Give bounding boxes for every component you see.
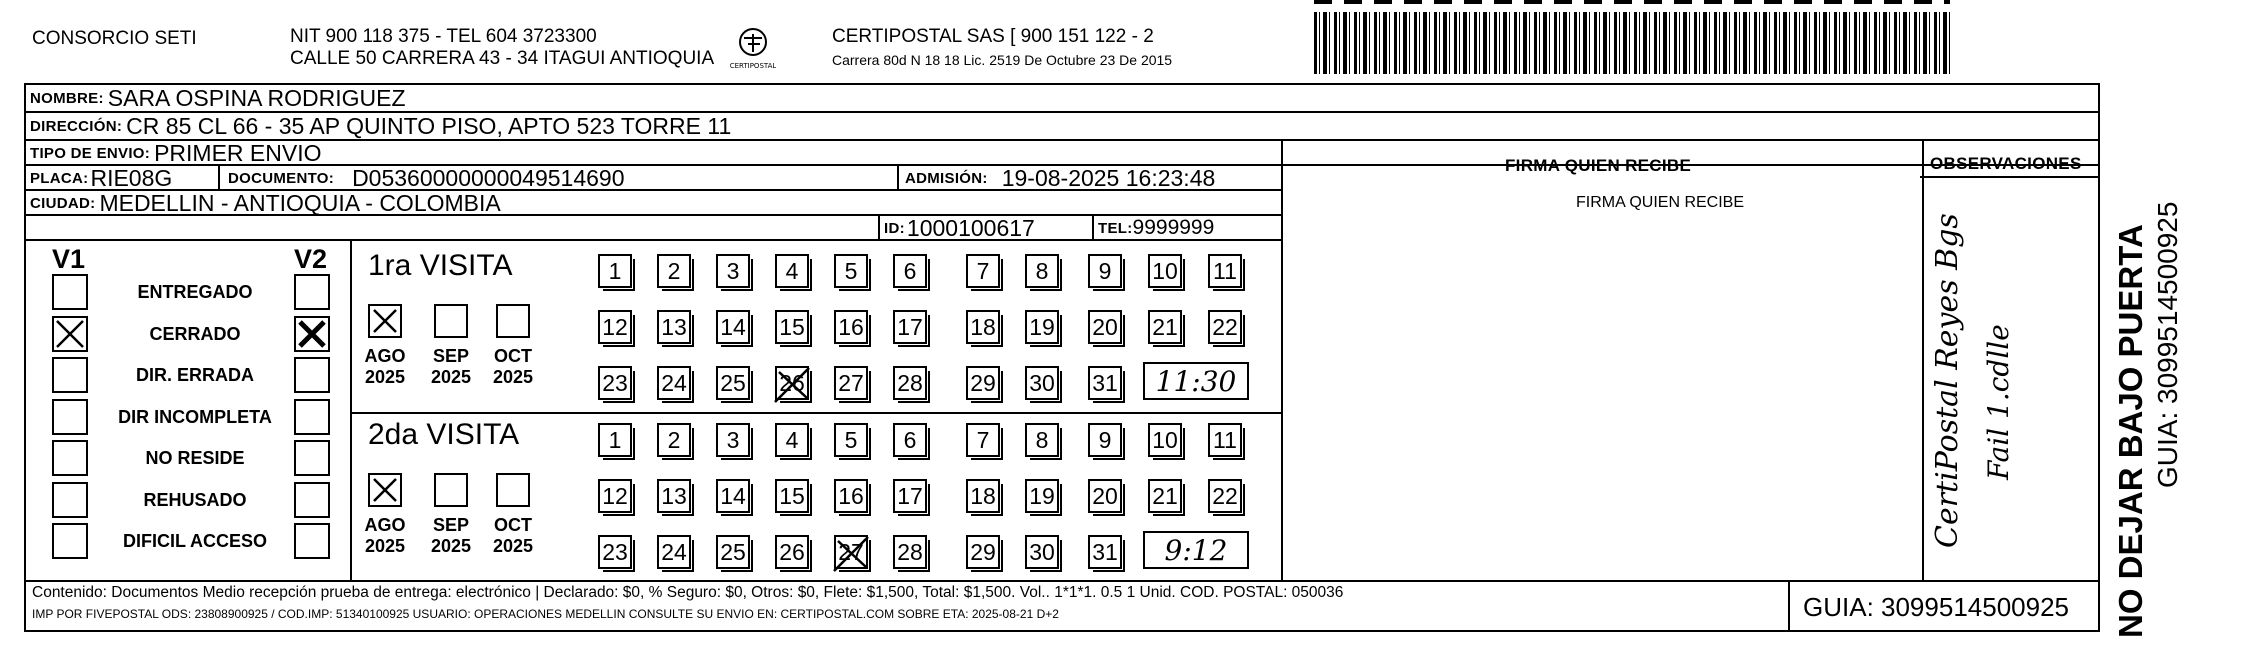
day-number: 5 [844, 426, 858, 453]
day-number: 30 [1029, 538, 1055, 565]
day-number: 10 [1152, 257, 1178, 284]
day-number: 3 [726, 426, 740, 453]
day-box[interactable] [1148, 310, 1182, 344]
visit-title: 2da VISITA [368, 418, 520, 451]
day-box[interactable] [598, 254, 632, 288]
day-box[interactable] [657, 254, 691, 288]
day-box[interactable] [1025, 479, 1059, 513]
day-box[interactable] [1088, 479, 1122, 513]
status-option-label: REHUSADO [143, 489, 247, 510]
id-label: ID: [884, 219, 905, 237]
day-box[interactable] [966, 479, 1000, 513]
day-box[interactable] [893, 535, 927, 569]
day-number: 5 [844, 257, 858, 284]
day-box[interactable] [657, 535, 691, 569]
day-box[interactable] [1208, 254, 1242, 288]
day-number: 15 [779, 482, 805, 509]
observaciones-handwriting-1: CertiPostal Reyes Bgs [1930, 213, 1965, 548]
documento-value: D05360000000049514690 [352, 164, 625, 191]
day-number: 2 [667, 426, 681, 453]
day-box[interactable] [1148, 254, 1182, 288]
month-label [426, 515, 476, 557]
day-check-mark [773, 364, 813, 404]
day-number: 15 [779, 313, 805, 340]
month-name: SEP [432, 515, 470, 535]
month-name: AGO [364, 515, 406, 535]
month-checkbox[interactable] [496, 304, 530, 338]
month-year: 2025 [364, 536, 406, 556]
day-number: 18 [970, 313, 996, 340]
day-box[interactable] [966, 423, 1000, 457]
placa-value: RIE08G [90, 164, 173, 191]
month-label [360, 515, 410, 557]
month-year: 2025 [430, 536, 472, 556]
day-number: 9 [1098, 426, 1112, 453]
day-number: 20 [1092, 313, 1118, 340]
day-box[interactable] [1088, 310, 1122, 344]
day-number: 21 [1152, 313, 1178, 340]
month-year: 2025 [364, 367, 406, 387]
day-box[interactable] [716, 535, 750, 569]
placa-row [30, 165, 172, 191]
placa-label: PLACA: [30, 169, 89, 187]
day-number: 25 [720, 369, 746, 396]
day-box[interactable] [834, 310, 868, 344]
month-year: 2025 [492, 367, 534, 387]
day-number: 1 [608, 426, 622, 453]
admision-label: ADMISIÓN: [905, 169, 988, 187]
tel-label: TEL: [1098, 219, 1133, 237]
ciudad-row [30, 190, 501, 216]
observaciones-label: OBSERVACIONES [1930, 154, 2082, 173]
day-box[interactable] [1208, 479, 1242, 513]
id-value: 1000100617 [906, 214, 1035, 241]
v2-checkbox[interactable] [294, 523, 330, 559]
v2-checkbox[interactable] [294, 274, 330, 310]
side-warning: NO DEJAR BAJO PUERTA [2112, 224, 2149, 638]
day-number: 27 [838, 369, 864, 396]
day-number: 11 [1213, 257, 1237, 284]
day-box[interactable] [1025, 423, 1059, 457]
footer-guia: GUIA: 3099514500925 [1803, 592, 2069, 622]
day-number: 12 [602, 482, 628, 509]
day-number: 31 [1092, 369, 1118, 396]
day-box[interactable] [893, 423, 927, 457]
direccion-label: DIRECCIÓN: [30, 117, 123, 135]
day-number: 6 [903, 426, 917, 453]
day-number: 23 [602, 538, 628, 565]
firma-quien-recibe-label: FIRMA QUIEN RECIBE [1505, 156, 1692, 175]
day-number: 1 [608, 257, 622, 284]
day-box[interactable] [716, 254, 750, 288]
time-box[interactable]: 11:30 [1143, 362, 1249, 400]
day-number: 23 [602, 369, 628, 396]
month-year: 2025 [492, 536, 534, 556]
day-box[interactable] [598, 366, 632, 400]
day-box[interactable] [716, 366, 750, 400]
day-number: 28 [897, 538, 923, 565]
day-number: 19 [1029, 313, 1055, 340]
footer-line-2: IMP POR FIVEPOSTAL ODS: 23808900925 / COD.IMP: 51340100925 USUARIO: OPERACIONES MEDELLIN CONSULTE SU ENVIO EN: CERTIPOSTAL.COM SOBRE ETA: 2025-08-21 D+2 [32, 607, 1059, 621]
day-box[interactable] [893, 254, 927, 288]
day-box[interactable] [834, 423, 868, 457]
barcode-top [1314, 0, 1950, 4]
day-number: 7 [976, 426, 990, 453]
day-number: 4 [785, 257, 799, 284]
status-option-label: CERRADO [149, 323, 241, 344]
day-box[interactable] [1025, 254, 1059, 288]
day-number: 2 [667, 257, 681, 284]
day-number: 13 [661, 313, 687, 340]
status-option-label: ENTREGADO [137, 282, 253, 302]
day-box[interactable] [966, 535, 1000, 569]
v1-label: V1 [52, 244, 86, 274]
day-number: 28 [897, 369, 923, 396]
day-box[interactable] [893, 479, 927, 513]
day-number: 26 [779, 538, 805, 565]
v2-checkbox[interactable] [294, 440, 330, 476]
day-number: 31 [1092, 538, 1118, 565]
day-number: 19 [1029, 482, 1055, 509]
day-number: 8 [1035, 426, 1049, 453]
day-box[interactable] [775, 479, 809, 513]
day-box[interactable] [716, 423, 750, 457]
day-box[interactable] [893, 310, 927, 344]
day-box[interactable] [834, 366, 868, 400]
day-box[interactable] [775, 423, 809, 457]
day-box[interactable] [1025, 366, 1059, 400]
barcode [1314, 12, 1950, 74]
status-option-label: DIFICIL ACCESO [122, 531, 267, 551]
month-name: AGO [364, 346, 406, 366]
tipo-value: PRIMER ENVIO [154, 139, 322, 166]
status-option-label: DIR. ERRADA [135, 365, 254, 385]
day-box[interactable] [598, 479, 632, 513]
day-number: 14 [720, 482, 746, 509]
nit-line: NIT 900 118 375 - TEL 604 3723300 [290, 26, 597, 47]
day-box[interactable] [1208, 423, 1242, 457]
day-number: 26 [779, 369, 805, 396]
month-checkbox[interactable] [368, 473, 402, 507]
day-number: 7 [976, 257, 990, 284]
visit-title: 1ra VISITA [368, 249, 513, 282]
day-box[interactable] [1025, 310, 1059, 344]
documento-label: DOCUMENTO: [228, 169, 335, 187]
tel-value: 9999999 [1132, 216, 1215, 239]
day-number: 16 [838, 313, 864, 340]
day-number: 8 [1035, 257, 1049, 284]
day-box[interactable] [657, 423, 691, 457]
tel-row [1098, 215, 1214, 241]
ciudad-label: CIUDAD: [30, 194, 96, 212]
day-number: 17 [897, 313, 923, 340]
day-box[interactable] [834, 535, 868, 569]
footer-line-1: Contenido: Documentos Medio recepción prueba de entrega: electrónico | Declarado: $0, % Seguro: $0, Otros: $0, Flete: $1,500, Total: $1,500. Vol.. 1*1*1. 0.5 1 Unid. COD. POSTAL: 050036 [32, 584, 1344, 601]
day-box[interactable] [775, 254, 809, 288]
observaciones-handwriting-2: Fail 1.cdlle [1982, 324, 2015, 480]
day-number: 18 [970, 482, 996, 509]
day-number: 24 [661, 369, 687, 396]
day-box[interactable] [1148, 479, 1182, 513]
day-number: 10 [1152, 426, 1178, 453]
day-number: 9 [1098, 257, 1112, 284]
month-name: SEP [432, 346, 470, 366]
day-box[interactable] [1088, 366, 1122, 400]
v2-label: V2 [294, 244, 328, 274]
day-box[interactable] [834, 479, 868, 513]
day-box[interactable] [966, 254, 1000, 288]
day-number: 22 [1212, 482, 1238, 509]
day-box[interactable] [716, 310, 750, 344]
day-box[interactable] [775, 366, 809, 400]
day-box[interactable] [716, 479, 750, 513]
id-row [884, 215, 1035, 241]
day-number: 22 [1212, 313, 1238, 340]
admision-value: 19-08-2025 16:23:48 [1001, 164, 1216, 191]
day-check-mark [832, 533, 872, 573]
certipostal-logo [730, 24, 776, 72]
status-option-label: NO RESIDE [145, 448, 245, 468]
day-box[interactable] [1208, 310, 1242, 344]
day-box[interactable] [1088, 423, 1122, 457]
nombre-row [30, 85, 406, 111]
month-checkbox[interactable] [434, 473, 468, 507]
day-number: 14 [720, 313, 746, 340]
day-number: 29 [970, 538, 996, 565]
company-name: CONSORCIO SETI [32, 28, 197, 49]
side-guia: GUIA: 3099514500925 [2152, 201, 2183, 488]
month-checkbox[interactable] [368, 304, 402, 338]
day-number: 29 [970, 369, 996, 396]
direccion-value: CR 85 CL 66 - 35 AP QUINTO PISO, APTO 523 TORRE 11 [126, 112, 732, 139]
day-number: 12 [602, 313, 628, 340]
month-label [488, 346, 538, 388]
day-number: 11 [1213, 426, 1237, 453]
tipo-label: TIPO DE ENVIO: [30, 144, 151, 162]
day-number: 27 [838, 538, 864, 565]
day-number: 30 [1029, 369, 1055, 396]
day-box[interactable] [1148, 423, 1182, 457]
month-label [426, 346, 476, 388]
day-box[interactable] [598, 310, 632, 344]
day-number: 24 [661, 538, 687, 565]
day-box[interactable] [1025, 535, 1059, 569]
status-option-label: DIR INCOMPLETA [118, 406, 272, 427]
day-number: 20 [1092, 482, 1118, 509]
v2-checkbox[interactable] [294, 399, 330, 435]
day-number: 16 [838, 482, 864, 509]
day-number: 25 [720, 538, 746, 565]
v2-checkbox[interactable] [294, 482, 330, 518]
v2-checkbox[interactable] [294, 357, 330, 393]
month-checkbox[interactable] [496, 473, 530, 507]
day-box[interactable] [834, 254, 868, 288]
day-box[interactable] [657, 479, 691, 513]
day-box[interactable] [775, 535, 809, 569]
logo-text: CERTIPOSTAL [730, 62, 776, 70]
day-number: 3 [726, 257, 740, 284]
day-box[interactable] [966, 366, 1000, 400]
day-box[interactable] [657, 310, 691, 344]
day-number: 21 [1152, 482, 1178, 509]
direccion-row [30, 113, 731, 139]
day-box[interactable] [893, 366, 927, 400]
admision-row [905, 165, 1215, 191]
day-number: 4 [785, 426, 799, 453]
nombre-value: SARA OSPINA RODRIGUEZ [107, 84, 406, 111]
day-box[interactable] [966, 310, 1000, 344]
carrier-line: CERTIPOSTAL SAS [ 900 151 122 - 2 [832, 26, 1154, 47]
month-year: 2025 [430, 367, 472, 387]
v2-checkbox[interactable] [294, 316, 330, 352]
day-box[interactable] [775, 310, 809, 344]
nombre-label: NOMBRE: [30, 89, 104, 107]
day-number: 17 [897, 482, 923, 509]
tipo-row [30, 140, 321, 166]
day-number: 13 [661, 482, 687, 509]
documento-row [228, 165, 625, 191]
day-box[interactable] [598, 535, 632, 569]
day-box[interactable] [657, 366, 691, 400]
day-box[interactable] [598, 423, 632, 457]
month-label [488, 515, 538, 557]
address-line: CALLE 50 CARRERA 43 - 34 ITAGUI ANTIOQUIA [290, 48, 715, 69]
day-box[interactable] [1088, 535, 1122, 569]
month-label [360, 346, 410, 388]
firma-label: FIRMA QUIEN RECIBE [1575, 194, 1745, 211]
carrier-address: Carrera 80d N 18 18 Lic. 2519 De Octubre 23 De 2015 [832, 52, 1173, 68]
month-name: OCT [494, 346, 532, 366]
time-box[interactable]: 9:12 [1143, 531, 1249, 569]
ciudad-value: MEDELLIN - ANTIOQUIA - COLOMBIA [99, 189, 501, 216]
day-number: 6 [903, 257, 917, 284]
month-name: OCT [494, 515, 532, 535]
day-box[interactable] [1088, 254, 1122, 288]
month-checkbox[interactable] [434, 304, 468, 338]
